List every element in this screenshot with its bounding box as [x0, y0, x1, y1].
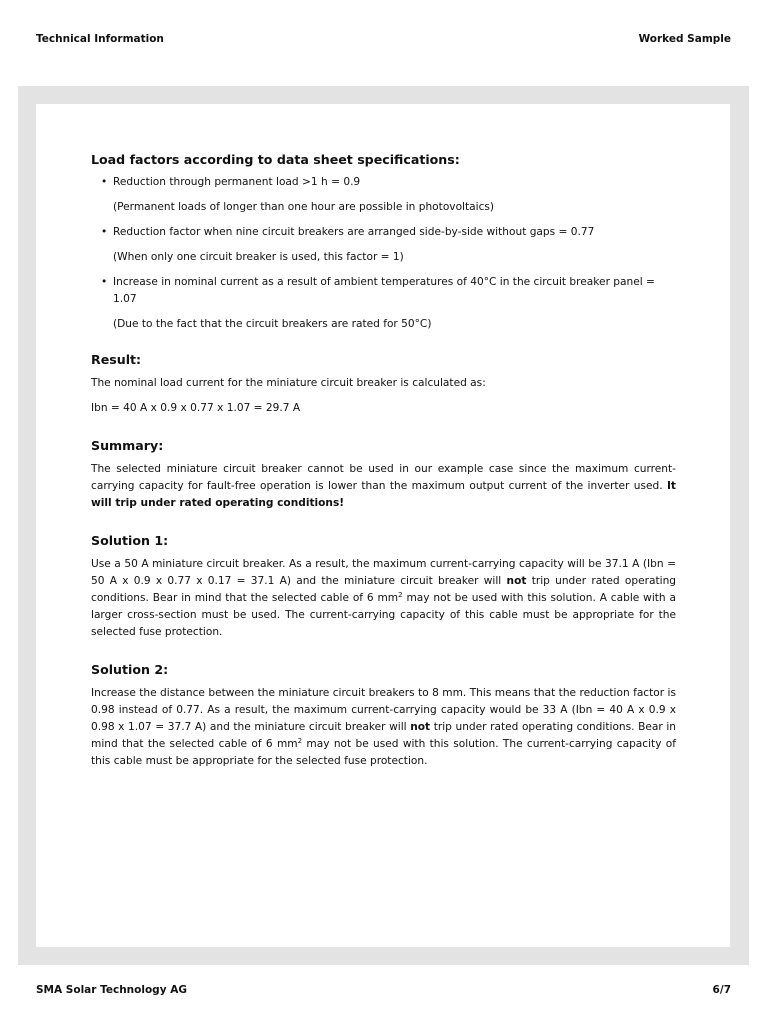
load-factor-text: Reduction through permanent load >1 h = 0.9	[113, 176, 361, 188]
footer-page-number: 6/7	[712, 984, 731, 996]
bullet-icon: •	[101, 176, 108, 188]
load-factor-note: (Due to the fact that the circuit breakers are rated for 50°C)	[113, 318, 432, 330]
result-intro: The nominal load current for the miniature circuit breaker is calculated as:	[91, 377, 486, 389]
solution-1-paragraph	[91, 556, 676, 641]
footer-company: SMA Solar Technology AG	[36, 984, 187, 996]
solution-1-emphasis: not	[506, 575, 527, 587]
load-factor-item	[91, 174, 676, 216]
superscript-2: 2	[297, 737, 303, 745]
result-formula: Ibn = 40 A x 0.9 x 0.77 x 1.07 = 29.7 A	[91, 402, 301, 414]
load-factor-item	[91, 274, 676, 333]
header-document-type: Worked Sample	[638, 33, 731, 45]
summary-warning: It will trip under rated operating conditions!	[91, 480, 676, 509]
solution-1-text-3: may not be used with this solution. A cable with a larger cross-section must be used. The current-carrying capacity of this cable must be appropriate for the selected fuse protection.	[91, 592, 676, 638]
content-frame	[18, 86, 749, 965]
superscript-2: 2	[398, 591, 403, 599]
solution-1-heading: Solution 1:	[91, 533, 169, 548]
solution-2-text-2: trip under rated operating conditions. Bear in mind that the selected cable of 6 mm	[91, 721, 677, 750]
result-heading: Result:	[91, 352, 142, 367]
page-header	[36, 33, 731, 49]
load-factor-note: (When only one circuit breaker is used, this factor = 1)	[113, 251, 404, 263]
summary-text: The selected miniature circuit breaker cannot be used in our example case since the maximum current-carrying capacity for fault-free operation is lower than the maximum output current of the inverter used.	[91, 463, 676, 492]
document-body	[91, 151, 676, 770]
solution-2-emphasis: not	[410, 721, 431, 733]
bullet-icon: •	[101, 276, 108, 288]
load-factors-list	[91, 174, 676, 333]
summary-heading: Summary:	[91, 438, 164, 453]
load-factor-note: (Permanent loads of longer than one hour are possible in photovoltaics)	[113, 201, 495, 213]
load-factors-heading: Load factors according to data sheet specifications:	[91, 152, 460, 167]
solution-2-heading: Solution 2:	[91, 662, 169, 677]
bullet-icon: •	[101, 226, 108, 238]
load-factor-text: Reduction factor when nine circuit breakers are arranged side-by-side without gaps = 0.77	[113, 226, 595, 238]
load-factor-text: Increase in nominal current as a result of ambient temperatures of 40°C in the circuit breaker panel = 1.07	[113, 276, 655, 305]
page-footer	[36, 984, 731, 1000]
solution-2-text-1: Increase the distance between the miniature circuit breakers to 8 mm. This means that the reduction factor is 0.98 instead of 0.77. As a result, the maximum current-carrying capacity would be 33 A (Ibn = 40 A x 0.9 x 0.98 x 1.07 = 37.7 A) and the miniature circuit breaker will	[91, 687, 676, 733]
solution-2-text-3: may not be used with this solution. The current-carrying capacity of this cable must be appropriate for the selected fuse protection.	[91, 738, 677, 767]
summary-paragraph	[91, 461, 676, 512]
header-section-title: Technical Information	[36, 33, 164, 45]
solution-1-text-1: Use a 50 A miniature circuit breaker. As a result, the maximum current-carrying capacity will be 37.1 A (Ibn = 50 A x 0.9 x 0.77 x 0.17 = 37.1 A) and the miniature circuit breaker will	[91, 558, 676, 587]
content-panel	[36, 104, 730, 947]
solution-2-paragraph	[91, 685, 676, 770]
load-factor-item	[91, 224, 676, 266]
solution-1-text-2: trip under rated operating conditions. Bear in mind that the selected cable of 6 mm	[91, 575, 677, 604]
